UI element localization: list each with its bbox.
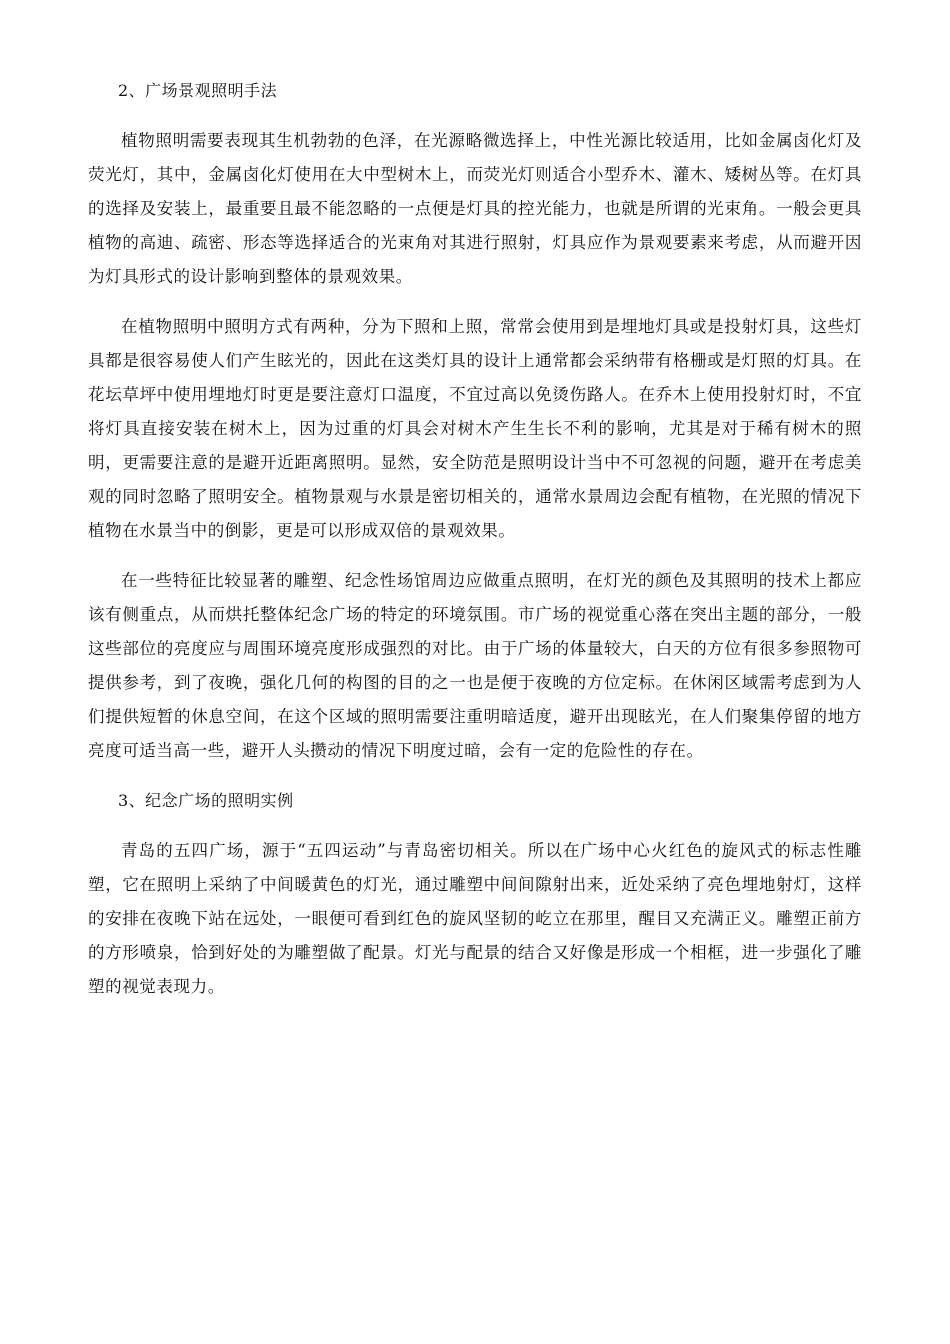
- paragraph-qingdao-may-fourth-square: 青岛的五四广场，源于“五四运动”与青岛密切相关。所以在广场中心火红色的旋风式的标志性雕塑，它在照明上采纳了中间暖黄色的灯光，通过雕塑中间间隙射出来，近处采纳了亮色埋地射灯，这样的安排在夜晚下站在远处，一眼便可看到红色的旋风坚韧的屹立在那里，醒目又充满正义。雕塑正前方的方形喷泉，恰到好处的为雕塑做了配景。灯光与配景的结合又好像是形成一个相框，进一步强化了雕塑的视觉表现力。: [88, 841, 862, 996]
- paragraph-plant-lighting-methods: 在植物照明中照明方式有两种，分为下照和上照，常常会使用到是埋地灯具或是投射灯具，这些灯具都是很容易使人们产生眩光的，因此在这类灯具的设计上通常都会采纳带有格栅或是灯照的灯具。在花坛草坪中使用埋地灯时更是要注意灯口温度，不宜过高以免烫伤路人。在乔木上使用投射灯时，不宜将灯具直接安装在树木上，因为过重的灯具会对树木产生生长不利的影响，尤其是对于稀有树木的照明，更需要注意的是避开近距离照明。显然，安全防范是照明设计当中不可忽视的问题，避开在考虑美观的同时忽略了照明安全。植物景观与水景是密切相关的，通常水景周边会配有植物，在光照的情况下植物在水景当中的倒影，更是可以形成双倍的景观效果。: [88, 317, 862, 540]
- section-heading-landscape-lighting: 2、广场景观照明手法: [118, 81, 278, 100]
- paragraph-plant-lighting-sources: 植物照明需要表现其生机勃勃的色泽，在光源略微选择上，中性光源比较适用，比如金属卤化灯及荧光灯，其中，金属卤化灯使用在大中型树木上，而荧光灯则适合小型乔木、灌木、矮树丛等。在灯具的选择及安装上，最重要且最不能忽略的一点便是灯具的控光能力，也就是所谓的光束角。一般会更具植物的高迪、疏密、形态等选择适合的光束角对其进行照射，灯具应作为景观要素来考虑，从而避开因为灯具形式的设计影响到整体的景观效果。: [88, 131, 862, 286]
- paragraph-sculpture-accent-lighting: 在一些特征比较显著的雕塑、纪念性场馆周边应做重点照明，在灯光的颜色及其照明的技术上都应该有侧重点，从而烘托整体纪念广场的特定的环境氛围。市广场的视觉重心落在突出主题的部分，一般这些部位的亮度应与周围环境亮度形成强烈的对比。由于广场的体量较大，白天的方位有很多参照物可提供参考，到了夜晚，强化几何的构图的目的之一也是便于夜晚的方位定标。在休闲区域需考虑到为人们提供短暂的休息空间，在这个区域的照明需要注重明暗适度，避开出现眩光，在人们聚集停留的地方亮度可适当高一些，避开人头攒动的情况下明度过暗，会有一定的危险性的存在。: [88, 571, 862, 760]
- section-heading-memorial-square-example: 3、纪念广场的照明实例: [118, 791, 294, 810]
- document-body: [88, 74, 862, 1004]
